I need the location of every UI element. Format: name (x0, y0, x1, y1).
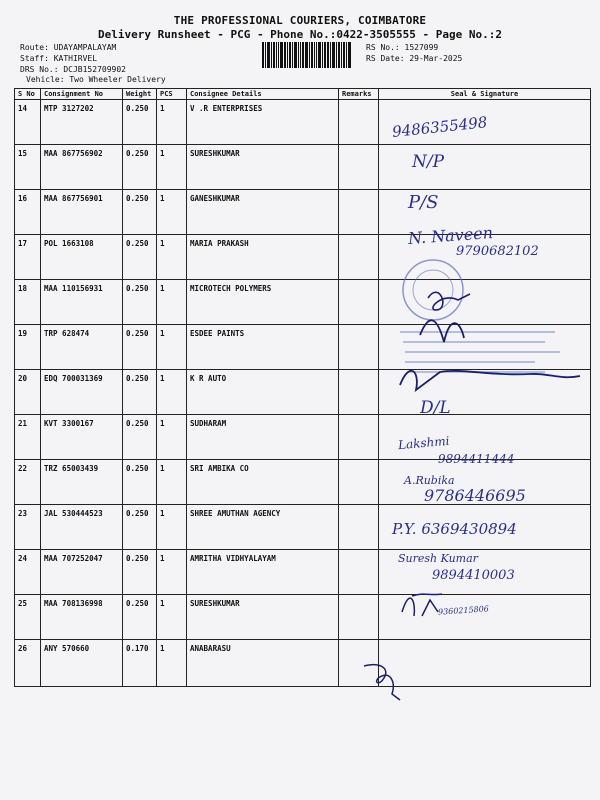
cell-consignment-no: KVT 3300167 (41, 415, 123, 460)
cell-remarks (339, 640, 379, 687)
col-header-remarks: Remarks (339, 89, 379, 100)
table-row (15, 190, 591, 235)
cell-remarks (339, 550, 379, 595)
cell-remarks (339, 235, 379, 280)
handwritten-phone-row26: 9360215806 (437, 604, 490, 617)
cell-remarks (339, 460, 379, 505)
cell-sno: 25 (15, 595, 41, 640)
cell-pcs: 1 (157, 505, 187, 550)
cell-pcs: 1 (157, 145, 187, 190)
rs-number: RS No.: 1527099 (366, 43, 439, 52)
col-header-pcs: PCS (157, 89, 187, 100)
col-header-consignment: Consignment No (41, 89, 123, 100)
cell-consignment-no: TRZ 65003439 (41, 460, 123, 505)
handwritten-phone-row24: P.Y. 6369430894 (392, 520, 517, 538)
table-row (15, 100, 591, 145)
cell-seal-signature (379, 145, 591, 190)
cell-consignee: V .R ENTERPRISES (187, 100, 339, 145)
col-header-signature: Seal & Signature (379, 89, 591, 100)
cell-pcs: 1 (157, 640, 187, 687)
handwritten-dl-row21: D/L (420, 398, 451, 418)
col-header-weight: Weight (123, 89, 157, 100)
cell-weight: 0.250 (123, 100, 157, 145)
cell-pcs: 1 (157, 370, 187, 415)
cell-consignment-no: ANY 570660 (41, 640, 123, 687)
cell-consignment-no: MTP 3127202 (41, 100, 123, 145)
handwritten-phone-row14: 9486355498 (391, 113, 489, 141)
cell-sno: 14 (15, 100, 41, 145)
drs-number: DRS No.: DCJB152709902 (20, 65, 126, 74)
cell-consignment-no: POL 1663108 (41, 235, 123, 280)
cell-weight: 0.250 (123, 370, 157, 415)
cell-sno: 24 (15, 550, 41, 595)
cell-pcs: 1 (157, 235, 187, 280)
table-row (15, 595, 591, 640)
cell-weight: 0.250 (123, 505, 157, 550)
handwritten-ps-row16: P/S (408, 192, 439, 213)
handwritten-name-row23: A.Rubika (404, 474, 455, 487)
cell-weight: 0.250 (123, 145, 157, 190)
cell-weight: 0.250 (123, 325, 157, 370)
cell-pcs: 1 (157, 415, 187, 460)
staff-label: Staff: KATHIRVEL (20, 54, 98, 63)
table-row (15, 325, 591, 370)
cell-consignment-no: MAA 110156931 (41, 280, 123, 325)
cell-sno: 21 (15, 415, 41, 460)
cell-weight: 0.250 (123, 280, 157, 325)
cell-weight: 0.250 (123, 595, 157, 640)
cell-sno: 23 (15, 505, 41, 550)
cell-consignee: SRI AMBIKA CO (187, 460, 339, 505)
cell-weight: 0.250 (123, 190, 157, 235)
cell-pcs: 1 (157, 100, 187, 145)
cell-consignee: SHREE AMUTHAN AGENCY (187, 505, 339, 550)
runsheet-subtitle: Delivery Runsheet - PCG - Phone No.:0422-3505555 - Page No.:2 (98, 28, 502, 41)
cell-sno: 17 (15, 235, 41, 280)
cell-weight: 0.170 (123, 640, 157, 687)
cell-seal-signature (379, 325, 591, 370)
cell-consignment-no: JAL 530444523 (41, 505, 123, 550)
cell-pcs: 1 (157, 190, 187, 235)
cell-weight: 0.250 (123, 235, 157, 280)
cell-consignment-no: MAA 867756902 (41, 145, 123, 190)
rs-date: RS Date: 29-Mar-2025 (366, 54, 463, 63)
cell-consignee: K R AUTO (187, 370, 339, 415)
table-row (15, 640, 591, 687)
cell-seal-signature (379, 370, 591, 415)
cell-pcs: 1 (157, 550, 187, 595)
cell-consignee: ANABARASU (187, 640, 339, 687)
cell-sno: 22 (15, 460, 41, 505)
cell-remarks (339, 190, 379, 235)
handwritten-phone-row23: 9786446695 (424, 486, 526, 505)
cell-consignee: SUDHARAM (187, 415, 339, 460)
cell-sno: 16 (15, 190, 41, 235)
cell-consignment-no: MAA 867756901 (41, 190, 123, 235)
col-header-sno: S No (15, 89, 41, 100)
table-row (15, 145, 591, 190)
handwritten-np-row15: N/P (412, 152, 445, 172)
handwritten-name-row17: N. Naveen (407, 223, 494, 248)
cell-sno: 15 (15, 145, 41, 190)
cell-consignee: MARIA PRAKASH (187, 235, 339, 280)
cell-pcs: 1 (157, 595, 187, 640)
cell-pcs: 1 (157, 325, 187, 370)
cell-consignee: AMRITHA VIDHYALAYAM (187, 550, 339, 595)
cell-remarks (339, 100, 379, 145)
vehicle-label: Vehicle: Two Wheeler Delivery (26, 75, 166, 84)
cell-weight: 0.250 (123, 460, 157, 505)
col-header-consignee: Consignee Details (187, 89, 339, 100)
handwritten-phone-row25: 9894410003 (432, 568, 515, 583)
barcode (262, 42, 356, 68)
cell-consignee: SURESHKUMAR (187, 595, 339, 640)
table-header-row (15, 89, 591, 100)
cell-seal-signature (379, 595, 591, 640)
cell-consignment-no: MAA 707252047 (41, 550, 123, 595)
cell-consignee: GANESHKUMAR (187, 190, 339, 235)
cell-consignment-no: TRP 628474 (41, 325, 123, 370)
handwritten-name-row22: Lakshmi (397, 433, 451, 453)
table-row (15, 280, 591, 325)
runsheet-title: THE PROFESSIONAL COURIERS, COIMBATORE (173, 14, 427, 27)
handwritten-name-row25: Suresh Kumar (398, 552, 478, 565)
cell-consignment-no: EDQ 700031369 (41, 370, 123, 415)
cell-pcs: 1 (157, 280, 187, 325)
cell-pcs: 1 (157, 460, 187, 505)
cell-weight: 0.250 (123, 415, 157, 460)
cell-consignee: SURESHKUMAR (187, 145, 339, 190)
cell-consignment-no: MAA 708136998 (41, 595, 123, 640)
cell-remarks (339, 325, 379, 370)
handwritten-phone-row22: 9894411444 (438, 452, 515, 466)
runsheet-table (14, 88, 591, 687)
cell-sno: 19 (15, 325, 41, 370)
cell-sno: 26 (15, 640, 41, 687)
cell-seal-signature (379, 280, 591, 325)
cell-weight: 0.250 (123, 550, 157, 595)
cell-seal-signature (379, 640, 591, 687)
cell-consignee: ESDEE PAINTS (187, 325, 339, 370)
cell-remarks (339, 280, 379, 325)
table-row (15, 370, 591, 415)
cell-sno: 18 (15, 280, 41, 325)
cell-remarks (339, 415, 379, 460)
cell-remarks (339, 370, 379, 415)
cell-remarks (339, 505, 379, 550)
cell-sno: 20 (15, 370, 41, 415)
handwritten-phone-row17: 9790682102 (456, 244, 539, 259)
cell-remarks (339, 595, 379, 640)
cell-remarks (339, 145, 379, 190)
cell-consignee: MICROTECH POLYMERS (187, 280, 339, 325)
route-label: Route: UDAYAMPALAYAM (20, 43, 117, 52)
